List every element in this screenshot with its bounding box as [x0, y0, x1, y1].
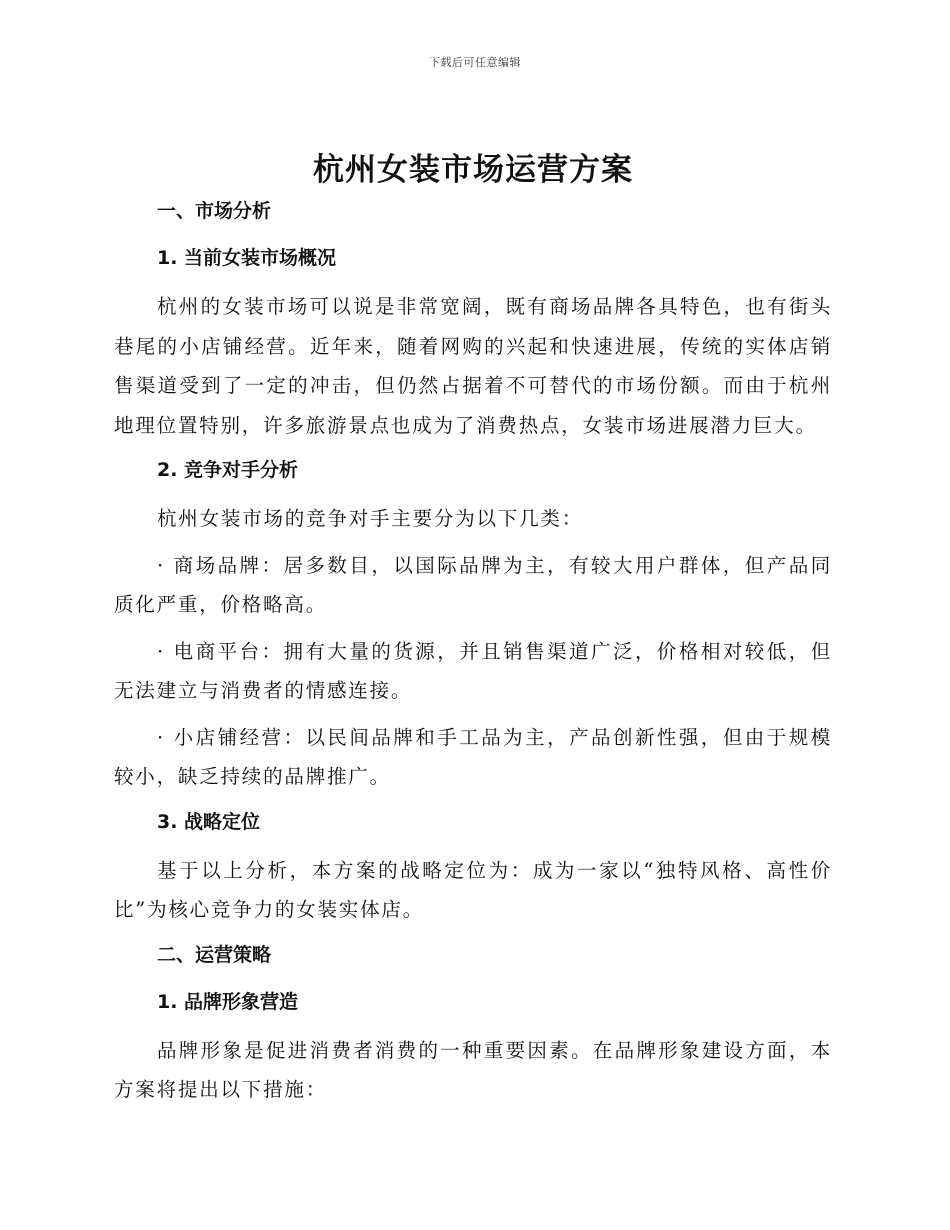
paragraph-market-overview: 杭州的女装市场可以说是非常宽阔，既有商场品牌各具特色，也有街头巷尾的小店铺经营。近年来，随着网购的兴起和快速进展，传统的实体店销售渠道受到了一定的冲击，但仍然占据着不可替代的市场份额。而由于杭州地理位置特别，许多旅游景点也成为了消费热点，女装市场进展潜力巨大。	[114, 295, 832, 437]
subheading-strategic-positioning: 3. 战略定位	[157, 810, 261, 833]
paragraph-brand-image: 品牌形象是促进消费者消费的一种重要因素。在品牌形象建设方面，本方案将提出以下措施：	[114, 1038, 832, 1101]
document-body	[114, 143, 832, 1117]
header-note: 下载后可任意编辑	[429, 56, 521, 69]
list-item-small-shops: · 小店铺经营：以民间品牌和手工品为主，产品创新性强，但由于规模较小，缺乏持续的品牌推广。	[114, 725, 832, 788]
document-title: 杭州女装市场运营方案	[313, 152, 633, 188]
section-heading-operation-strategy: 二、运营策略	[157, 943, 272, 966]
subheading-competitor-analysis: 2. 竞争对手分析	[157, 459, 299, 481]
subheading-market-overview: 1. 当前女装市场概况	[157, 247, 337, 269]
section-heading-market-analysis: 一、市场分析	[157, 200, 272, 222]
list-item-mall-brands: · 商场品牌：居多数目，以国际品牌为主，有较大用户群体，但产品同质化严重，价格略高。	[114, 553, 832, 616]
subheading-brand-image: 1. 品牌形象营造	[157, 990, 299, 1013]
paragraph-strategic-positioning: 基于以上分析，本方案的战略定位为：成为一家以“独特风格、高性价比”为核心竞争力的女装实体店。	[114, 858, 832, 921]
paragraph-competitor-intro: 杭州女装市场的竞争对手主要分为以下几类：	[157, 507, 584, 530]
list-item-ecommerce: · 电商平台：拥有大量的货源，并且销售渠道广泛，价格相对较低，但无法建立与消费者的情感连接。	[114, 639, 832, 702]
